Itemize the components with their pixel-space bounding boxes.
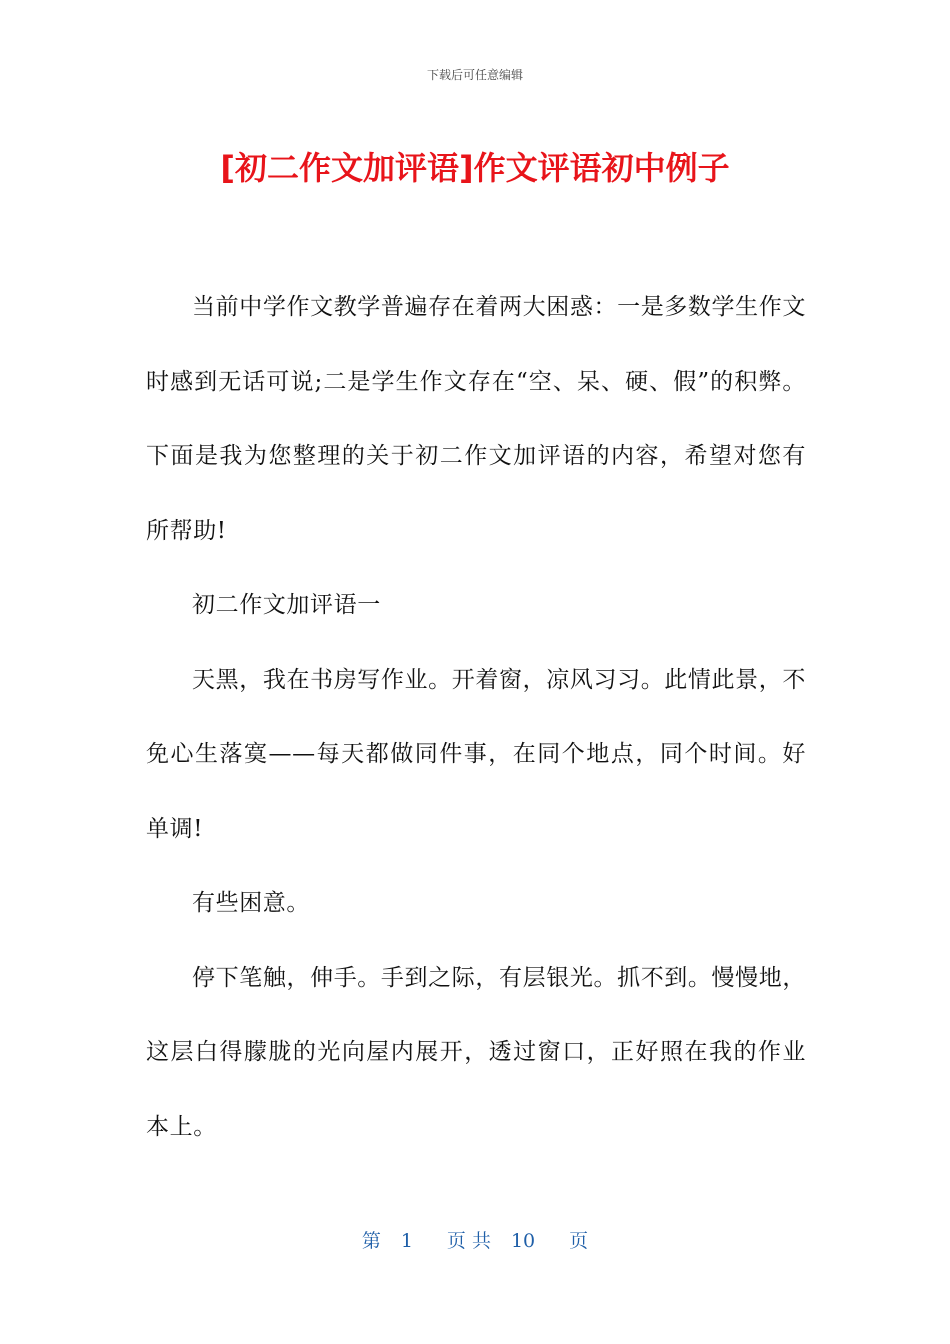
footer-prefix: 第 [361, 1230, 381, 1252]
section-heading: 初二作文加评语一 [192, 592, 381, 618]
paragraph-2: 有些困意。 [192, 890, 310, 916]
footer-total-pages: 10 [510, 1230, 536, 1252]
footer-middle: 页 共 [446, 1230, 491, 1252]
document-title: [初二作文加评语]作文评语初中例子 [220, 149, 730, 187]
footer-page-number: 1 [400, 1230, 413, 1252]
document-body [146, 270, 806, 1164]
paragraph-3: 停下笔触，伸手。手到之际，有层银光。抓不到。慢慢地，这层白得朦胧的光向屋内展开，透过窗口，正好照在我的作业本上。 [146, 964, 806, 1140]
page-footer [0, 1226, 950, 1253]
paragraph-intro: 当前中学作文教学普遍存在着两大困惑：一是多数学生作文时感到无话可说;二是学生作文存在“空、呆、硬、假”的积弊。下面是我为您整理的关于初二作文加评语的内容，希望对您有所帮助! [146, 294, 806, 544]
paragraph-1: 天黑，我在书房写作业。开着窗，凉风习习。此情此景，不免心生落寞——每天都做同件事，在同个地点，同个时间。好单调! [146, 666, 806, 842]
footer-suffix: 页 [569, 1230, 589, 1252]
header-note: 下载后可任意编辑 [426, 68, 523, 82]
